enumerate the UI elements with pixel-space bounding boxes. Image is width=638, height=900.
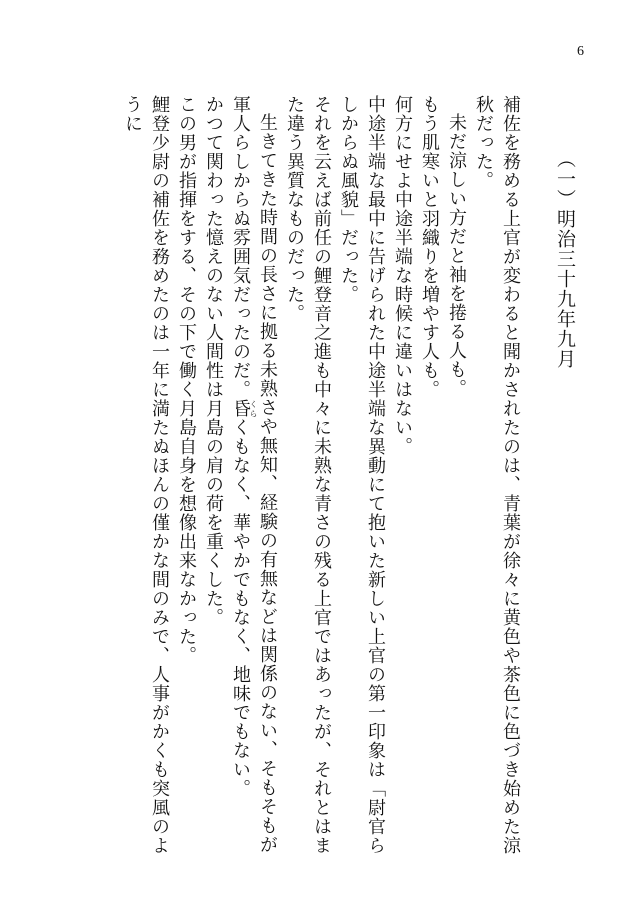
- vertical-text-body: [38, 95, 578, 855]
- page-number: 6: [577, 44, 584, 59]
- chapter-heading: （一）明治三十九年九月: [554, 149, 576, 369]
- paragraph-3: もう肌寒いと羽織りを増やす人も。: [419, 95, 440, 399]
- paragraph-8: かつて関わった憶えのない人間性は月島の肩の荷を重くした。: [203, 95, 224, 627]
- ruby-reading: くら: [249, 399, 258, 418]
- paragraph-7: [227, 95, 281, 855]
- paragraph-6: それを云えば前任の鯉登音之進も中々に未熟な青さの残る上官ではあったが、それとはまた違う異質なものだった。: [284, 95, 332, 855]
- paragraph-10: 鯉登少尉の補佐を務めたのは一年に満たぬほんの僅かな間のみで、人事がかくも突風のように: [122, 95, 170, 855]
- paragraph-1: 補佐を務める上官が変わると聞かされたのは、青葉が徐々に黄色や茶色に色づき始めた涼秋だった。: [473, 95, 521, 855]
- paragraph-4: 何方にせよ中途半端な時候に違いはない。: [392, 95, 413, 456]
- paragraph-2: 未だ涼しい方だと袖を捲る人も。: [446, 113, 467, 398]
- paragraph-7-continued: くもなく、華やかでもなく、地味でもない。: [230, 418, 251, 798]
- paragraph-9: この男が指揮をする、その下で働く月島自身を想像出来なかった。: [176, 95, 197, 665]
- paragraph-5: 中途半端な最中に告げられた中途半端な異動にて抱いた新しい上官の第一印象は「尉官らしからぬ風貌」だった。: [338, 95, 386, 855]
- ruby-base: 昏: [230, 399, 251, 418]
- paragraph-7-text: 生きてきた時間の長さに拠る未熟さや無知、経験の有無などは関係のない、そもそもが軍人らしからぬ雰囲気だったのだ。: [230, 95, 278, 854]
- ruby-kura: [230, 399, 258, 418]
